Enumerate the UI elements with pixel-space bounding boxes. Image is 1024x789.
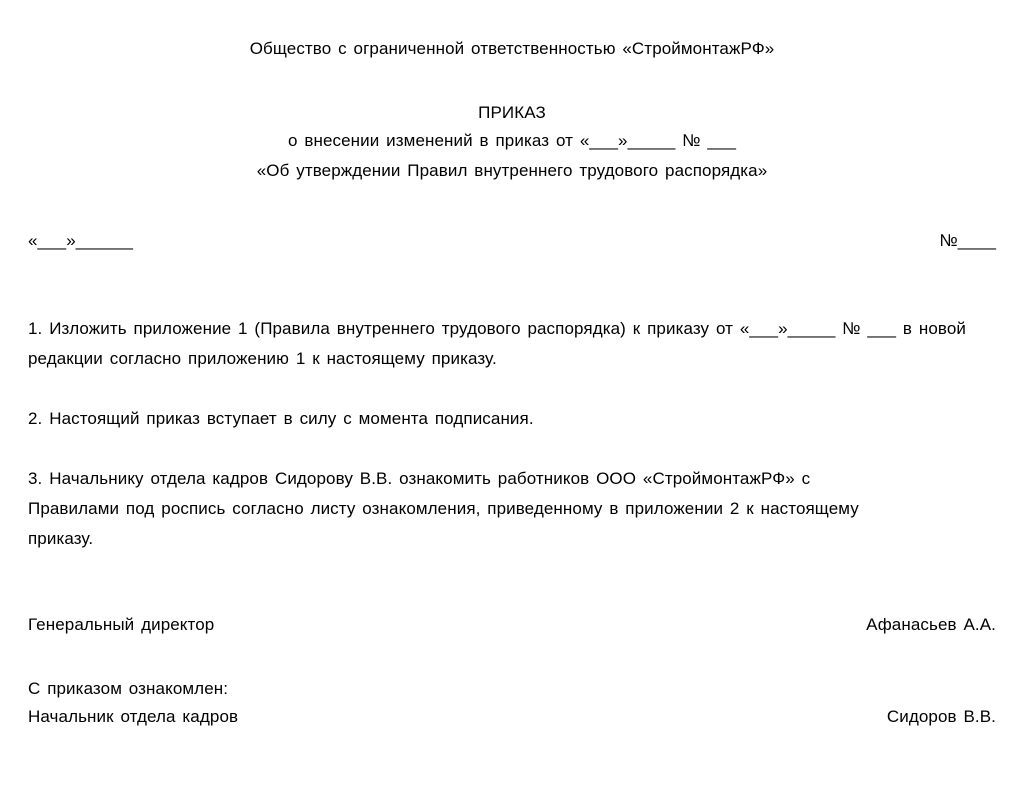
director-name: Афанасьев А.А. [866, 615, 996, 634]
director-signature-row [28, 614, 996, 636]
order-title: ПРИКАЗ [478, 103, 546, 122]
order-subtitle-line-2: «Об утверждении Правил внутреннего трудового распорядка» [256, 161, 768, 180]
acknowledgement-line: С приказом ознакомлен: [28, 679, 229, 698]
order-number-blank-field: №____ [939, 231, 996, 250]
date-blank-field: «___»______ [28, 231, 134, 250]
hr-signature-row [28, 706, 996, 728]
order-subtitle-line-1: о внесении изменений в приказ от «___»_____ № ___ [287, 131, 737, 150]
director-role-label: Генеральный директор [28, 615, 215, 634]
order-document-page [0, 38, 1024, 789]
hr-name: Сидоров В.В. [886, 707, 996, 726]
date-number-row [28, 230, 996, 252]
order-paragraph-3: 3. Начальнику отдела кадров Сидорову В.В. ознакомить работников ООО «СтроймонтажРФ» с Правилами под роспись согласно листу ознакомления, приведенному в приложении 2 к настоящему приказу. [28, 469, 859, 548]
order-paragraph-2: 2. Настоящий приказ вступает в силу с момента подписания. [28, 409, 534, 428]
order-paragraph-1: 1. Изложить приложение 1 (Правила внутреннего трудового распорядка) к приказу от «___»_____ № ___ в новой редакции согласно приложению 1 к настоящему приказу. [28, 319, 966, 368]
hr-role-label: Начальник отдела кадров [28, 707, 239, 726]
company-name-line: Общество с ограниченной ответственностью «СтроймонтажРФ» [249, 39, 775, 58]
order-subtitle [28, 126, 996, 186]
